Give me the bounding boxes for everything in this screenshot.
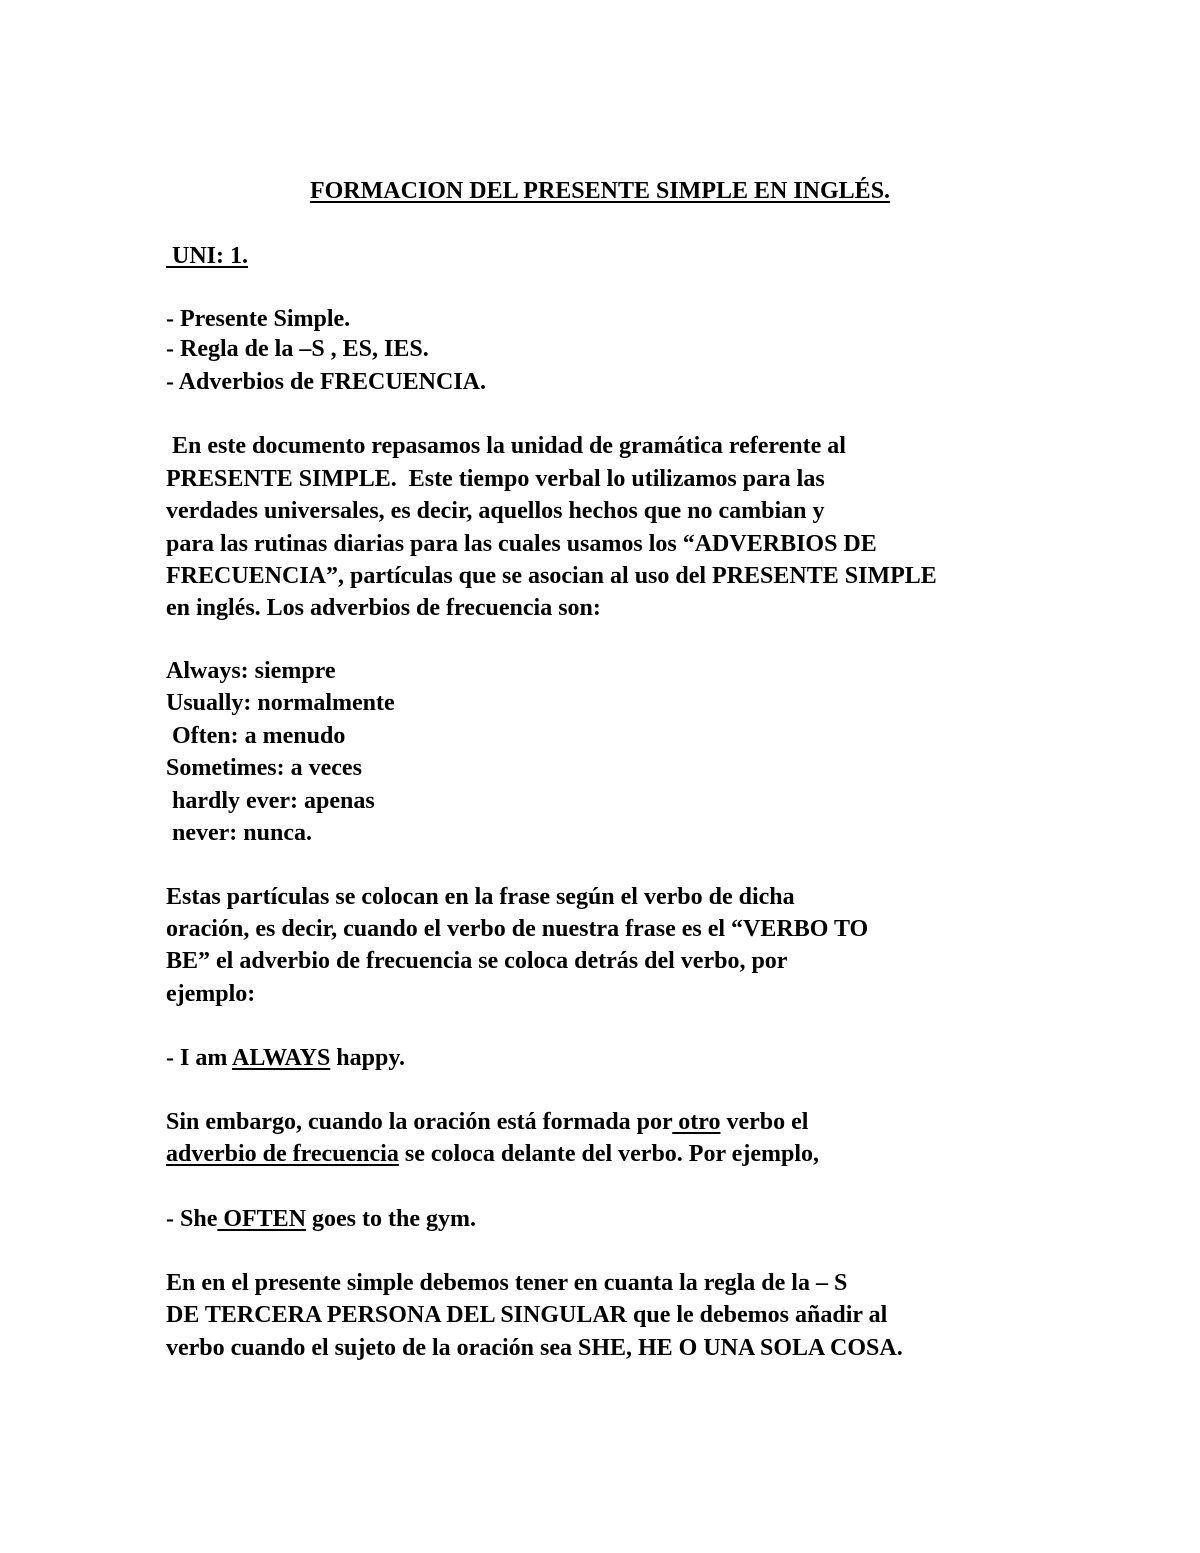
intro-line: FRECUENCIA”, partículas que se asocian al uso del PRESENTE SIMPLE xyxy=(166,563,937,589)
unit-label: UNI: 1. xyxy=(166,243,248,269)
other-verb-line: Sin embargo, cuando la oración está formada por otro verbo el xyxy=(166,1109,809,1135)
intro-line: En este documento repasamos la unidad de gramática referente al xyxy=(166,433,846,459)
document-title: FORMACION DEL PRESENTE SIMPLE EN INGLÉS. xyxy=(309,178,891,204)
topic-item: - Adverbios de FRECUENCIA. xyxy=(166,369,487,395)
example-often: - She OFTEN goes to the gym. xyxy=(166,1206,476,1232)
underlined-word: otro xyxy=(672,1109,721,1135)
third-person-line: DE TERCERA PERSONA DEL SINGULAR que le debemos añadir al xyxy=(166,1302,888,1328)
topic-item: - Presente Simple. xyxy=(166,306,351,332)
adverb-item: Often: a menudo xyxy=(166,723,346,749)
placement-line: BE” el adverbio de frecuencia se coloca detrás del verbo, por xyxy=(166,948,788,974)
intro-line: en inglés. Los adverbios de frecuencia son: xyxy=(166,595,601,621)
underlined-adverb: ALWAYS xyxy=(232,1045,331,1071)
intro-line: para las rutinas diarias para las cuales usamos los “ADVERBIOS DE xyxy=(166,531,877,557)
placement-line: oración, es decir, cuando el verbo de nuestra frase es el “VERBO TO xyxy=(166,916,869,942)
adverb-item: Usually: normalmente xyxy=(166,690,395,716)
placement-line: ejemplo: xyxy=(166,981,256,1007)
topic-item: - Regla de la –S , ES, IES. xyxy=(166,336,429,362)
underlined-phrase: adverbio de frecuencia xyxy=(166,1141,399,1167)
adverb-item: Sometimes: a veces xyxy=(166,755,362,781)
adverb-item: never: nunca. xyxy=(166,820,312,846)
third-person-line: En en el presente simple debemos tener en cuanta la regla de la – S xyxy=(166,1270,848,1296)
third-person-line: verbo cuando el sujeto de la oración sea SHE, HE O UNA SOLA COSA. xyxy=(166,1335,903,1361)
adverb-item: Always: siempre xyxy=(166,658,336,684)
intro-line: verdades universales, es decir, aquellos hechos que no cambian y xyxy=(166,498,825,524)
adverb-item: hardly ever: apenas xyxy=(166,788,375,814)
example-always: - I am ALWAYS happy. xyxy=(166,1045,406,1071)
other-verb-line: adverbio de frecuencia se coloca delante del verbo. Por ejemplo, xyxy=(166,1141,819,1167)
underlined-adverb: OFTEN xyxy=(217,1206,307,1232)
intro-line: PRESENTE SIMPLE. Este tiempo verbal lo utilizamos para las xyxy=(166,466,825,492)
placement-line: Estas partículas se colocan en la frase según el verbo de dicha xyxy=(166,884,795,910)
